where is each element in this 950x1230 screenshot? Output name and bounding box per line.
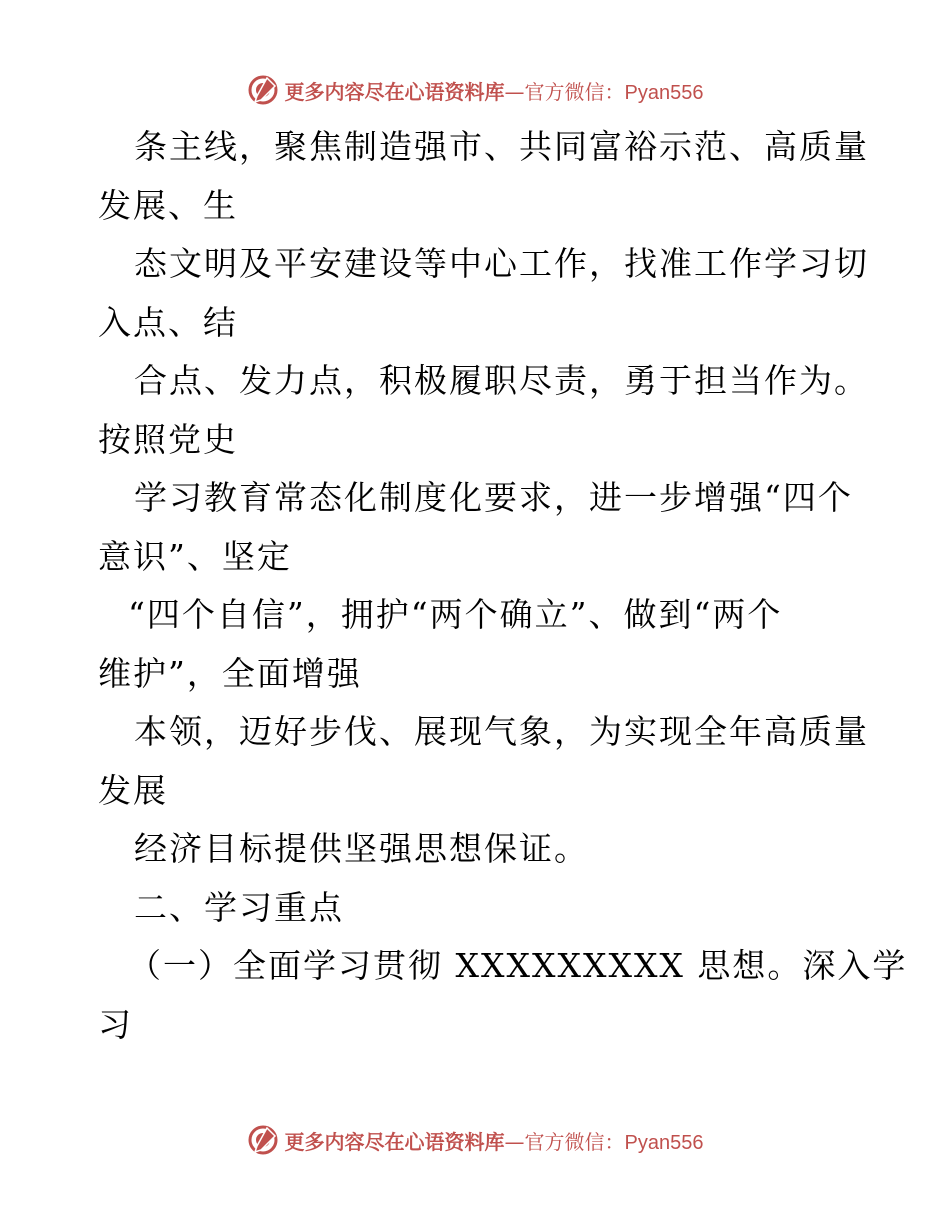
section-heading: 二、学习重点	[134, 887, 344, 927]
watermark-brand: 更多内容尽在心语资料库	[284, 79, 505, 104]
watermark-text	[285, 1126, 704, 1155]
watermark-footer	[0, 1120, 950, 1160]
text-line: 条主线，聚焦制造强市、共同富裕示范、高质量	[134, 127, 869, 166]
text-line: 意识”、坚定	[98, 536, 292, 576]
watermark-dash: —	[504, 79, 525, 104]
text-line: 学习教育常态化制度化要求，进一步增强“四个	[134, 478, 853, 517]
text-line: 维护”，全面增强	[98, 653, 362, 693]
text-line: 发展、生	[98, 185, 238, 225]
text-line: 入点、结	[98, 302, 238, 342]
text-line: 习	[98, 1004, 133, 1044]
watermark-wechat-id: Pyan556	[624, 1131, 704, 1154]
watermark-header	[0, 70, 950, 110]
document-body	[98, 118, 908, 1054]
watermark-text	[285, 76, 704, 105]
text-line: 发展	[98, 770, 168, 810]
subsection-heading: （一）全面学习贯彻 XXXXXXXXX 思想。深入学	[128, 946, 908, 985]
text-line: 按照党史	[98, 419, 238, 459]
watermark-wechat-label: 官方微信：	[524, 1129, 625, 1154]
watermark-dash: —	[504, 1129, 525, 1154]
watermark-wechat-label: 官方微信：	[524, 79, 625, 104]
text-line: “四个自信”，拥护“两个确立”、做到“两个	[128, 595, 783, 634]
text-line: 态文明及平安建设等中心工作，找准工作学习切	[134, 244, 869, 283]
watermark-wechat-id: Pyan556	[624, 81, 704, 104]
text-line: 本领，迈好步伐、展现气象，为实现全年高质量	[134, 712, 869, 751]
text-line: 经济目标提供坚强思想保证。	[134, 829, 589, 868]
watermark-brand: 更多内容尽在心语资料库	[284, 1129, 505, 1154]
text-line: 合点、发力点，积极履职尽责，勇于担当作为。	[134, 361, 869, 400]
pen-logo-icon	[247, 1124, 279, 1156]
pen-logo-icon	[247, 74, 279, 106]
